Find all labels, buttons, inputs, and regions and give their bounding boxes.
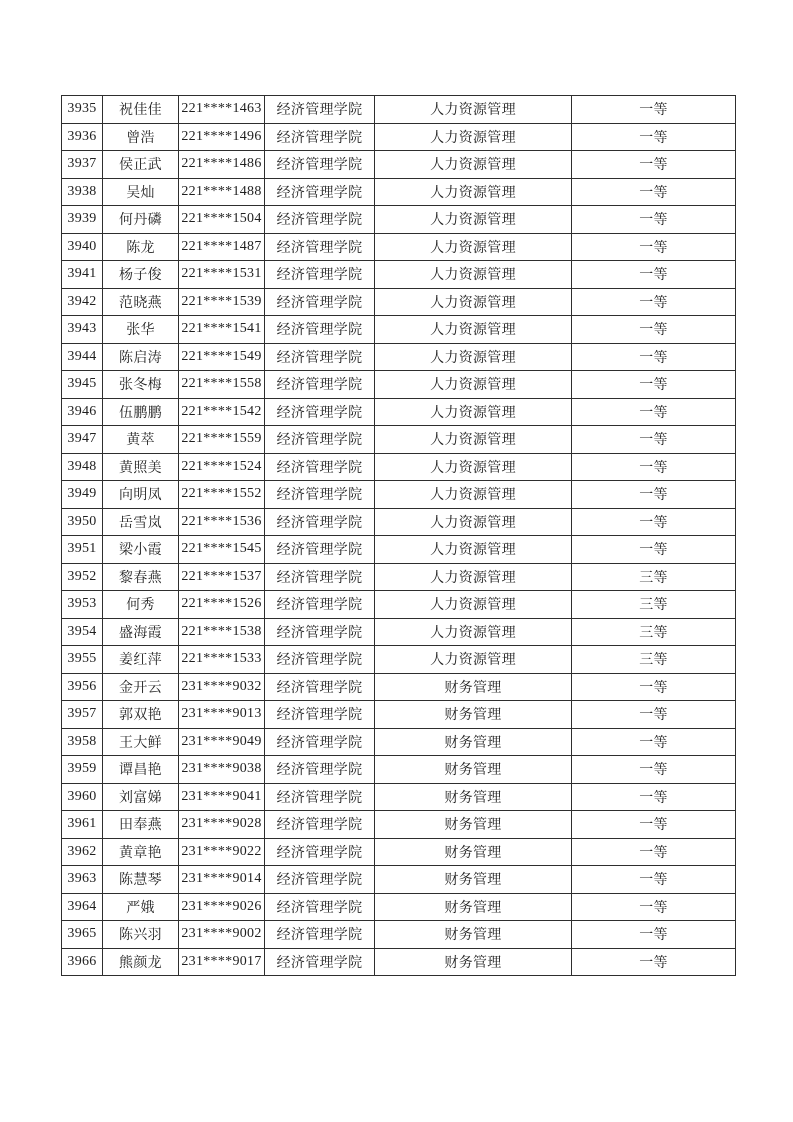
cell-student-number: 221****1487 <box>179 233 265 261</box>
cell-major: 财务管理 <box>375 783 572 811</box>
table-row <box>62 206 736 234</box>
cell-index: 3937 <box>62 151 103 179</box>
cell-award-level: 一等 <box>572 426 736 454</box>
cell-index: 3964 <box>62 893 103 921</box>
cell-student-number: 221****1524 <box>179 453 265 481</box>
cell-student-number: 221****1545 <box>179 536 265 564</box>
cell-index: 3949 <box>62 481 103 509</box>
cell-award-level: 一等 <box>572 948 736 976</box>
cell-index: 3952 <box>62 563 103 591</box>
table-row <box>62 783 736 811</box>
award-table <box>61 95 736 976</box>
cell-index: 3966 <box>62 948 103 976</box>
cell-college: 经济管理学院 <box>265 481 375 509</box>
cell-major: 人力资源管理 <box>375 508 572 536</box>
cell-student-number: 221****1496 <box>179 123 265 151</box>
cell-student-number: 221****1463 <box>179 96 265 124</box>
table-row <box>62 536 736 564</box>
cell-college: 经济管理学院 <box>265 123 375 151</box>
cell-student-name: 陈兴羽 <box>103 921 179 949</box>
cell-award-level: 一等 <box>572 343 736 371</box>
cell-student-number: 221****1558 <box>179 371 265 399</box>
cell-college: 经济管理学院 <box>265 398 375 426</box>
cell-student-number: 221****1552 <box>179 481 265 509</box>
cell-major: 人力资源管理 <box>375 178 572 206</box>
cell-college: 经济管理学院 <box>265 728 375 756</box>
cell-award-level: 一等 <box>572 783 736 811</box>
cell-major: 人力资源管理 <box>375 151 572 179</box>
cell-major: 财务管理 <box>375 811 572 839</box>
cell-award-level: 三等 <box>572 591 736 619</box>
cell-index: 3935 <box>62 96 103 124</box>
cell-major: 财务管理 <box>375 948 572 976</box>
cell-major: 人力资源管理 <box>375 646 572 674</box>
cell-major: 人力资源管理 <box>375 453 572 481</box>
cell-index: 3959 <box>62 756 103 784</box>
cell-index: 3961 <box>62 811 103 839</box>
cell-college: 经济管理学院 <box>265 536 375 564</box>
cell-student-name: 严娥 <box>103 893 179 921</box>
cell-student-number: 221****1538 <box>179 618 265 646</box>
cell-college: 经济管理学院 <box>265 673 375 701</box>
table-row <box>62 893 736 921</box>
cell-student-name: 范晓燕 <box>103 288 179 316</box>
cell-college: 经济管理学院 <box>265 206 375 234</box>
cell-student-name: 谭昌艳 <box>103 756 179 784</box>
cell-college: 经济管理学院 <box>265 371 375 399</box>
cell-student-name: 王大鲜 <box>103 728 179 756</box>
cell-award-level: 一等 <box>572 316 736 344</box>
cell-student-name: 金开云 <box>103 673 179 701</box>
table-row <box>62 811 736 839</box>
cell-award-level: 一等 <box>572 701 736 729</box>
cell-student-number: 221****1488 <box>179 178 265 206</box>
cell-award-level: 一等 <box>572 261 736 289</box>
cell-student-name: 吴灿 <box>103 178 179 206</box>
cell-student-name: 黄萃 <box>103 426 179 454</box>
cell-college: 经济管理学院 <box>265 453 375 481</box>
cell-award-level: 一等 <box>572 206 736 234</box>
cell-college: 经济管理学院 <box>265 701 375 729</box>
cell-student-name: 黎春燕 <box>103 563 179 591</box>
cell-college: 经济管理学院 <box>265 756 375 784</box>
cell-award-level: 一等 <box>572 371 736 399</box>
cell-major: 财务管理 <box>375 893 572 921</box>
table-row <box>62 426 736 454</box>
cell-index: 3957 <box>62 701 103 729</box>
cell-award-level: 一等 <box>572 838 736 866</box>
cell-student-number: 221****1542 <box>179 398 265 426</box>
cell-college: 经济管理学院 <box>265 288 375 316</box>
cell-college: 经济管理学院 <box>265 96 375 124</box>
cell-major: 人力资源管理 <box>375 123 572 151</box>
table-row <box>62 838 736 866</box>
cell-major: 财务管理 <box>375 701 572 729</box>
table-row <box>62 151 736 179</box>
cell-index: 3941 <box>62 261 103 289</box>
cell-index: 3965 <box>62 921 103 949</box>
cell-major: 人力资源管理 <box>375 536 572 564</box>
cell-student-name: 陈龙 <box>103 233 179 261</box>
cell-index: 3942 <box>62 288 103 316</box>
cell-major: 人力资源管理 <box>375 591 572 619</box>
cell-index: 3954 <box>62 618 103 646</box>
cell-award-level: 一等 <box>572 728 736 756</box>
table-row <box>62 261 736 289</box>
cell-major: 人力资源管理 <box>375 288 572 316</box>
table-row <box>62 921 736 949</box>
cell-student-name: 向明凤 <box>103 481 179 509</box>
cell-student-name: 刘富娣 <box>103 783 179 811</box>
cell-award-level: 一等 <box>572 288 736 316</box>
cell-major: 人力资源管理 <box>375 96 572 124</box>
cell-college: 经济管理学院 <box>265 591 375 619</box>
cell-award-level: 一等 <box>572 536 736 564</box>
cell-college: 经济管理学院 <box>265 178 375 206</box>
table-row <box>62 646 736 674</box>
cell-student-number: 221****1526 <box>179 591 265 619</box>
cell-index: 3945 <box>62 371 103 399</box>
table-row <box>62 728 736 756</box>
cell-major: 财务管理 <box>375 866 572 894</box>
cell-award-level: 一等 <box>572 233 736 261</box>
cell-student-number: 221****1549 <box>179 343 265 371</box>
cell-index: 3956 <box>62 673 103 701</box>
table-row <box>62 288 736 316</box>
cell-index: 3951 <box>62 536 103 564</box>
cell-index: 3963 <box>62 866 103 894</box>
cell-index: 3950 <box>62 508 103 536</box>
cell-award-level: 一等 <box>572 96 736 124</box>
table-row <box>62 563 736 591</box>
table-row <box>62 371 736 399</box>
cell-major: 人力资源管理 <box>375 261 572 289</box>
cell-major: 人力资源管理 <box>375 371 572 399</box>
cell-major: 人力资源管理 <box>375 343 572 371</box>
cell-major: 人力资源管理 <box>375 618 572 646</box>
cell-student-name: 黄章艳 <box>103 838 179 866</box>
cell-student-number: 221****1531 <box>179 261 265 289</box>
cell-index: 3948 <box>62 453 103 481</box>
cell-student-name: 黄照美 <box>103 453 179 481</box>
table-row <box>62 233 736 261</box>
table-row <box>62 673 736 701</box>
cell-student-name: 熊颜龙 <box>103 948 179 976</box>
cell-student-name: 曾浩 <box>103 123 179 151</box>
cell-college: 经济管理学院 <box>265 921 375 949</box>
cell-student-name: 何丹磷 <box>103 206 179 234</box>
cell-award-level: 三等 <box>572 646 736 674</box>
cell-student-number: 221****1486 <box>179 151 265 179</box>
cell-college: 经济管理学院 <box>265 948 375 976</box>
cell-student-number: 231****9022 <box>179 838 265 866</box>
cell-index: 3940 <box>62 233 103 261</box>
cell-student-number: 231****9041 <box>179 783 265 811</box>
cell-major: 人力资源管理 <box>375 398 572 426</box>
cell-index: 3953 <box>62 591 103 619</box>
table-row <box>62 123 736 151</box>
cell-award-level: 一等 <box>572 123 736 151</box>
cell-major: 人力资源管理 <box>375 563 572 591</box>
cell-major: 人力资源管理 <box>375 206 572 234</box>
cell-student-number: 231****9002 <box>179 921 265 949</box>
cell-major: 财务管理 <box>375 728 572 756</box>
table-row <box>62 948 736 976</box>
cell-index: 3955 <box>62 646 103 674</box>
cell-award-level: 一等 <box>572 866 736 894</box>
cell-college: 经济管理学院 <box>265 783 375 811</box>
cell-award-level: 三等 <box>572 563 736 591</box>
cell-index: 3943 <box>62 316 103 344</box>
table-row <box>62 508 736 536</box>
cell-index: 3939 <box>62 206 103 234</box>
cell-award-level: 一等 <box>572 508 736 536</box>
cell-student-number: 231****9013 <box>179 701 265 729</box>
cell-major: 财务管理 <box>375 838 572 866</box>
cell-award-level: 一等 <box>572 756 736 784</box>
cell-major: 财务管理 <box>375 756 572 784</box>
cell-student-number: 231****9049 <box>179 728 265 756</box>
table-row <box>62 96 736 124</box>
cell-index: 3960 <box>62 783 103 811</box>
cell-major: 财务管理 <box>375 673 572 701</box>
table-row <box>62 178 736 206</box>
cell-major: 人力资源管理 <box>375 426 572 454</box>
cell-college: 经济管理学院 <box>265 563 375 591</box>
cell-student-name: 陈启涛 <box>103 343 179 371</box>
table-row <box>62 453 736 481</box>
cell-college: 经济管理学院 <box>265 866 375 894</box>
cell-major: 人力资源管理 <box>375 233 572 261</box>
cell-college: 经济管理学院 <box>265 893 375 921</box>
cell-student-number: 221****1504 <box>179 206 265 234</box>
cell-student-number: 221****1537 <box>179 563 265 591</box>
cell-index: 3936 <box>62 123 103 151</box>
cell-student-name: 张冬梅 <box>103 371 179 399</box>
cell-student-name: 盛海霞 <box>103 618 179 646</box>
cell-major: 财务管理 <box>375 921 572 949</box>
cell-student-name: 田奉燕 <box>103 811 179 839</box>
cell-index: 3944 <box>62 343 103 371</box>
table-row <box>62 618 736 646</box>
cell-student-number: 231****9032 <box>179 673 265 701</box>
cell-award-level: 一等 <box>572 481 736 509</box>
cell-award-level: 一等 <box>572 151 736 179</box>
cell-award-level: 一等 <box>572 178 736 206</box>
cell-college: 经济管理学院 <box>265 508 375 536</box>
cell-college: 经济管理学院 <box>265 646 375 674</box>
cell-index: 3946 <box>62 398 103 426</box>
cell-award-level: 一等 <box>572 811 736 839</box>
cell-award-level: 一等 <box>572 398 736 426</box>
cell-index: 3958 <box>62 728 103 756</box>
table-row <box>62 398 736 426</box>
cell-student-name: 陈慧琴 <box>103 866 179 894</box>
cell-student-name: 张华 <box>103 316 179 344</box>
cell-award-level: 一等 <box>572 453 736 481</box>
cell-index: 3947 <box>62 426 103 454</box>
cell-award-level: 一等 <box>572 921 736 949</box>
table-row <box>62 866 736 894</box>
cell-index: 3962 <box>62 838 103 866</box>
cell-student-number: 221****1539 <box>179 288 265 316</box>
cell-student-name: 岳雪岚 <box>103 508 179 536</box>
table-row <box>62 481 736 509</box>
cell-award-level: 一等 <box>572 893 736 921</box>
cell-student-name: 郭双艳 <box>103 701 179 729</box>
cell-student-name: 梁小霞 <box>103 536 179 564</box>
cell-student-number: 231****9028 <box>179 811 265 839</box>
cell-student-number: 221****1559 <box>179 426 265 454</box>
cell-major: 人力资源管理 <box>375 316 572 344</box>
cell-award-level: 三等 <box>572 618 736 646</box>
cell-student-number: 221****1541 <box>179 316 265 344</box>
table-row <box>62 343 736 371</box>
cell-student-number: 221****1536 <box>179 508 265 536</box>
table-row <box>62 316 736 344</box>
cell-college: 经济管理学院 <box>265 343 375 371</box>
award-table-body <box>62 96 736 976</box>
cell-award-level: 一等 <box>572 673 736 701</box>
cell-student-name: 伍鹏鹏 <box>103 398 179 426</box>
cell-student-number: 231****9038 <box>179 756 265 784</box>
table-row <box>62 756 736 784</box>
cell-college: 经济管理学院 <box>265 618 375 646</box>
cell-student-number: 231****9017 <box>179 948 265 976</box>
cell-college: 经济管理学院 <box>265 838 375 866</box>
cell-major: 人力资源管理 <box>375 481 572 509</box>
cell-student-number: 231****9026 <box>179 893 265 921</box>
cell-student-name: 杨子俊 <box>103 261 179 289</box>
table-row <box>62 701 736 729</box>
cell-student-number: 221****1533 <box>179 646 265 674</box>
table-row <box>62 591 736 619</box>
cell-college: 经济管理学院 <box>265 426 375 454</box>
cell-college: 经济管理学院 <box>265 151 375 179</box>
cell-college: 经济管理学院 <box>265 316 375 344</box>
cell-student-name: 侯正武 <box>103 151 179 179</box>
cell-student-name: 姜红萍 <box>103 646 179 674</box>
cell-student-number: 231****9014 <box>179 866 265 894</box>
cell-student-name: 何秀 <box>103 591 179 619</box>
cell-college: 经济管理学院 <box>265 261 375 289</box>
cell-college: 经济管理学院 <box>265 811 375 839</box>
cell-student-name: 祝佳佳 <box>103 96 179 124</box>
cell-college: 经济管理学院 <box>265 233 375 261</box>
cell-index: 3938 <box>62 178 103 206</box>
